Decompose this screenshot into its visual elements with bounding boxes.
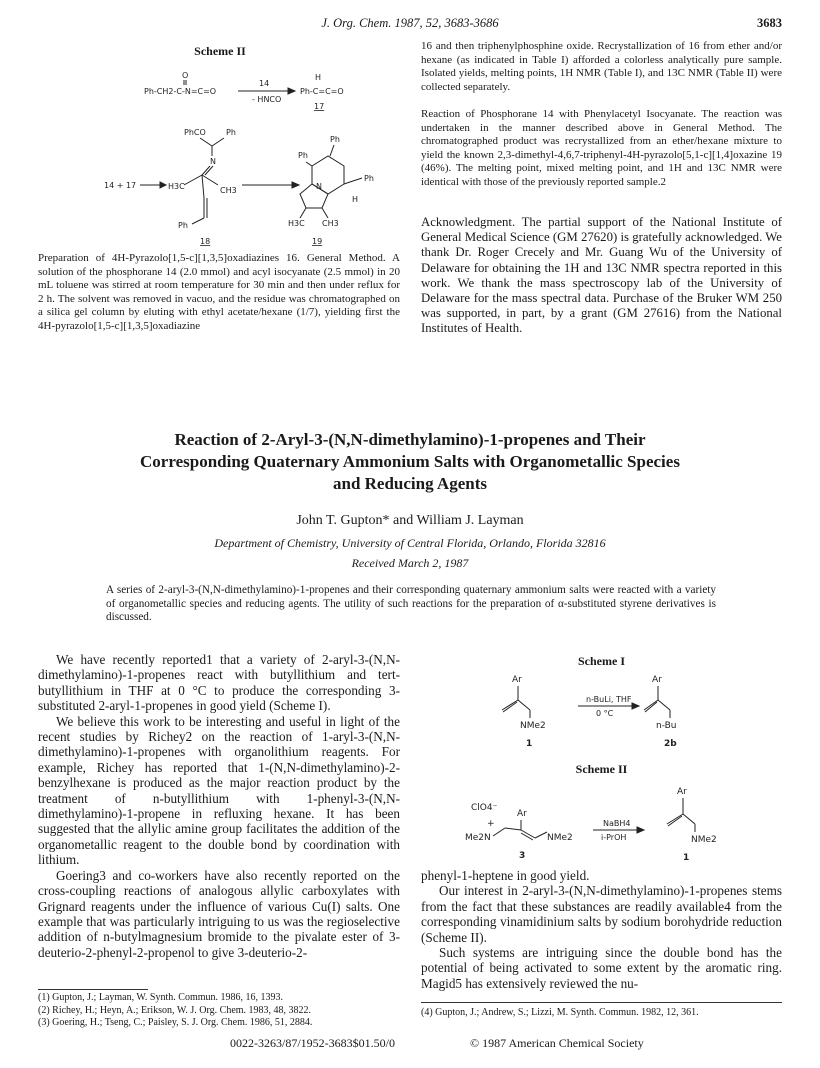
left-para1: We have recently reported1 that a variety of 2-aryl-3-(N,N-dimethylamino)-1-propenes react with butyllithium and tert-butyllithium in THF at 0 °C to produce the corresponding 3-substituted 2-aryl-1-propenes in good yield (Scheme I).: [38, 652, 400, 714]
s2-me2n: Me2N: [465, 833, 491, 843]
label-ph2: Ph: [330, 135, 340, 144]
s2-reagent-top: NaBH4: [603, 819, 631, 828]
right-para1: phenyl-1-heptene in good yield.: [421, 868, 590, 883]
s2-plus: +: [487, 819, 495, 829]
label-ph-bottom: Ph: [178, 221, 188, 230]
label-ph3: Ph: [298, 151, 308, 160]
s1-num2b: 2b: [664, 739, 677, 749]
label-ch3-1: CH3: [220, 186, 237, 195]
s2-nme2: NMe2: [547, 833, 573, 843]
s2-reagent-bottom: i-PrOH: [601, 833, 627, 842]
s2-num1: 1: [683, 853, 690, 860]
label-ph1: Ph: [226, 128, 236, 137]
page-number: 3683: [757, 16, 782, 30]
left-para3: Goering3 and co-workers have also recently reported on the cross-coupling reactions of analogous allylic carboxylates with Grignard reagents under the influence of various Cu(I) salts. One example that was particularly intriguing to us was the regioselective addition of n-butylmagnesium bromide to the pivalate ester of 3-deuterio-2-phenyl-2-propenol to give 3-deuterio-2-: [38, 867, 400, 960]
footnote-4: (4) Gupton, J.; Andrew, S.; Lizzi, M. Synth. Commun. 1982, 12, 361.: [421, 1007, 699, 1018]
scheme-i-title: Scheme I: [578, 654, 625, 668]
label-product: Ph-C=C=O: [300, 87, 344, 96]
label-phco: PhCO: [184, 128, 206, 137]
label-arrow-bottom: - HNCO: [252, 95, 282, 104]
label-18: 18: [200, 237, 211, 246]
label-h: H: [352, 195, 359, 204]
scheme-ii-figure: [455, 780, 745, 860]
footnote-rule-right: [421, 1002, 782, 1003]
s2-clo4: ClO4⁻: [471, 803, 498, 813]
label-n2: N: [316, 182, 322, 191]
acknowledgment: [421, 215, 782, 337]
footnote-1: (1) Gupton, J.; Layman, W. Synth. Commun. 1986, 16, 1393.: [38, 992, 283, 1003]
label-reactant: Ph-CH2-C-N=C=O: [144, 87, 217, 96]
label-h3c1: H3C: [168, 182, 185, 191]
s1-ar1: Ar: [512, 675, 522, 685]
s2-ar1: Ar: [517, 809, 527, 819]
article-title-line3: and Reducing Agents: [333, 474, 487, 493]
s2-nme2-b: NMe2: [691, 835, 717, 845]
s1-reagent-bottom: 0 °C: [596, 709, 614, 718]
running-header: J. Org. Chem. 1987, 52, 3683-3686: [321, 16, 499, 30]
right-top-para2: [421, 108, 782, 190]
s1-num1: 1: [526, 739, 533, 749]
s1-nme2: NMe2: [520, 721, 546, 731]
text-para2: Reaction of Phosphorane 14 with Phenylacetyl Isocyanate. The reaction was undertaken in the manner described above in General Method. The chromatographed product was recrystallized from an ether/hexane mixture to yield the known 2,3-dimethyl-4,6,7-triphenyl-4H-pyrazolo[5,1-c][1,4]oxazine 19 (46%). The melting point, mixed melting point, and 1H and 13C NMR were identical with those of the previously reported sample.2: [421, 108, 782, 188]
right-para2: Our interest in 2-aryl-3-(N,N-dimethylamino)-1-propenes stems from the fact that these substances are readily available4 from the corresponding vinamidinium salts by sodium borohydride reduction (Scheme II).: [421, 883, 782, 945]
article-title-line1: Reaction of 2-Aryl-3-(N,N-dimethylamino)-1-propenes and Their: [174, 430, 646, 449]
scheme-ii-title: Scheme II: [575, 762, 628, 776]
text-para1: 16 and then triphenylphosphine oxide. Recrystallization of 16 from ether and/or hexane (as indicated in Table I) afforded a colorless analytically pure sample. Isolated yields, melting points, 1H NMR (Table I), and 13C NMR (Table II) were collected separately.: [421, 40, 782, 93]
footnote-3: (3) Goering, H.; Tseng, C.; Paisley, S. J. Org. Chem. 1986, 51, 2884.: [38, 1017, 313, 1028]
s1-reagent-top: n-BuLi, THF: [586, 695, 632, 704]
s1-ar2: Ar: [652, 675, 662, 685]
abstract: A series of 2-aryl-3-(N,N-dimethylamino)-1-propenes and their corresponding quaternary ammonium salts were reacted with a variety of organometallic species and reducing agents. The utility of such reactions for the preparation of α-substituted styrene derivatives is discussed.: [106, 584, 716, 624]
label-carbonyl-o: O: [182, 71, 189, 80]
scheme-ii-top-figure: [100, 60, 400, 250]
label-product-h: H: [315, 73, 322, 82]
label-ch3-2: CH3: [322, 219, 339, 228]
s1-nbu: n-Bu: [656, 721, 677, 731]
label-plus-line: 14 + 17: [104, 181, 137, 190]
right-column-body: [421, 868, 782, 991]
label-ph4: Ph: [364, 174, 374, 183]
footnotes-left: [38, 992, 400, 1030]
right-para3: Such systems are intriguing since the double bond has the potential of being activated to some extent by the aromatic ring. Magid5 has extensively reviewed the nu-: [421, 945, 782, 991]
footnote-2: (2) Richey, H.; Heyn, A.; Erikson, W. J. Org. Chem. 1983, 48, 3822.: [38, 1004, 312, 1016]
authors: John T. Gupton* and William J. Layman: [296, 513, 524, 528]
label-19: 19: [312, 237, 323, 246]
left-column-body: [38, 652, 400, 960]
preparation-paragraph: Preparation of 4H-Pyrazolo[1,5-c][1,3,5]oxadiazines 16. General Method. A solution of the phosphorane 14 (2.0 mmol) and acyl isocyanate (2.5 mmol) in 20 mL toluene was stirred at room temperature for 30 min and then under reflux for 2 h. The solvent was removed in vacuo, and the residue was chromatographed on a silica gel column by eluting with ethyl acetate/hexane (1/7), yielding first the 4H-pyrazolo[1,5-c][1,3,5]oxadiazine: [38, 252, 400, 332]
label-n1: N: [210, 157, 216, 166]
label-arrow-top: 14: [259, 79, 270, 88]
text-acknowledgment: Acknowledgment. The partial support of the National Institute of General Medical Science (GM 27620) is gratefully acknowledged. We thank Dr. Roger Crecely and Mr. Guang Wu of the University of Delaware for obtaining the 1H and 13C NMR spectra reported in this work. We thank the mass spectroscopy lab of the University of Delaware for the mass spectral data. Purchase of the Bruker WM 250 was supported, in part, by a grant (GM 27616) from the National Institutes of Health.: [421, 215, 782, 336]
scheme-i-figure: [470, 672, 730, 752]
footnote-rule-left: [38, 989, 148, 990]
s2-ar2: Ar: [677, 787, 687, 797]
scheme-title-top: Scheme II: [194, 44, 246, 58]
footer-code: 0022-3263/87/1952-3683$01.50/0: [230, 1036, 395, 1050]
footer-copyright: © 1987 American Chemical Society: [470, 1036, 644, 1050]
label-h3c2: H3C: [288, 219, 305, 228]
label-17: 17: [314, 102, 325, 111]
s2-num3: 3: [519, 851, 526, 860]
article-title-line2: Corresponding Quaternary Ammonium Salts with Organometallic Species: [140, 452, 680, 471]
affiliation: Department of Chemistry, University of Central Florida, Orlando, Florida 32816: [214, 536, 606, 550]
received-date: Received March 2, 1987: [351, 556, 469, 570]
right-top-para1: [421, 40, 782, 94]
left-para2: We believe this work to be interesting and useful in light of the recent studies by Richey2 on the reaction of 1-aryl-3-(N,N-dimethylamino)-1-propenes with organolithium reagents. For example, Richey has reported that 1-(N,N-dimethylamino)-2-benzylhexane is produced as the major reaction product by the treatment of n-butyllithium with 1-phenyl-3-(N,N-dimethylamino)-1-propene in refluxing hexane. It has been suggested that the allylic amine group facilitates the addition of the organometallic reagent to the double bond by coordination with lithium.: [38, 713, 400, 868]
